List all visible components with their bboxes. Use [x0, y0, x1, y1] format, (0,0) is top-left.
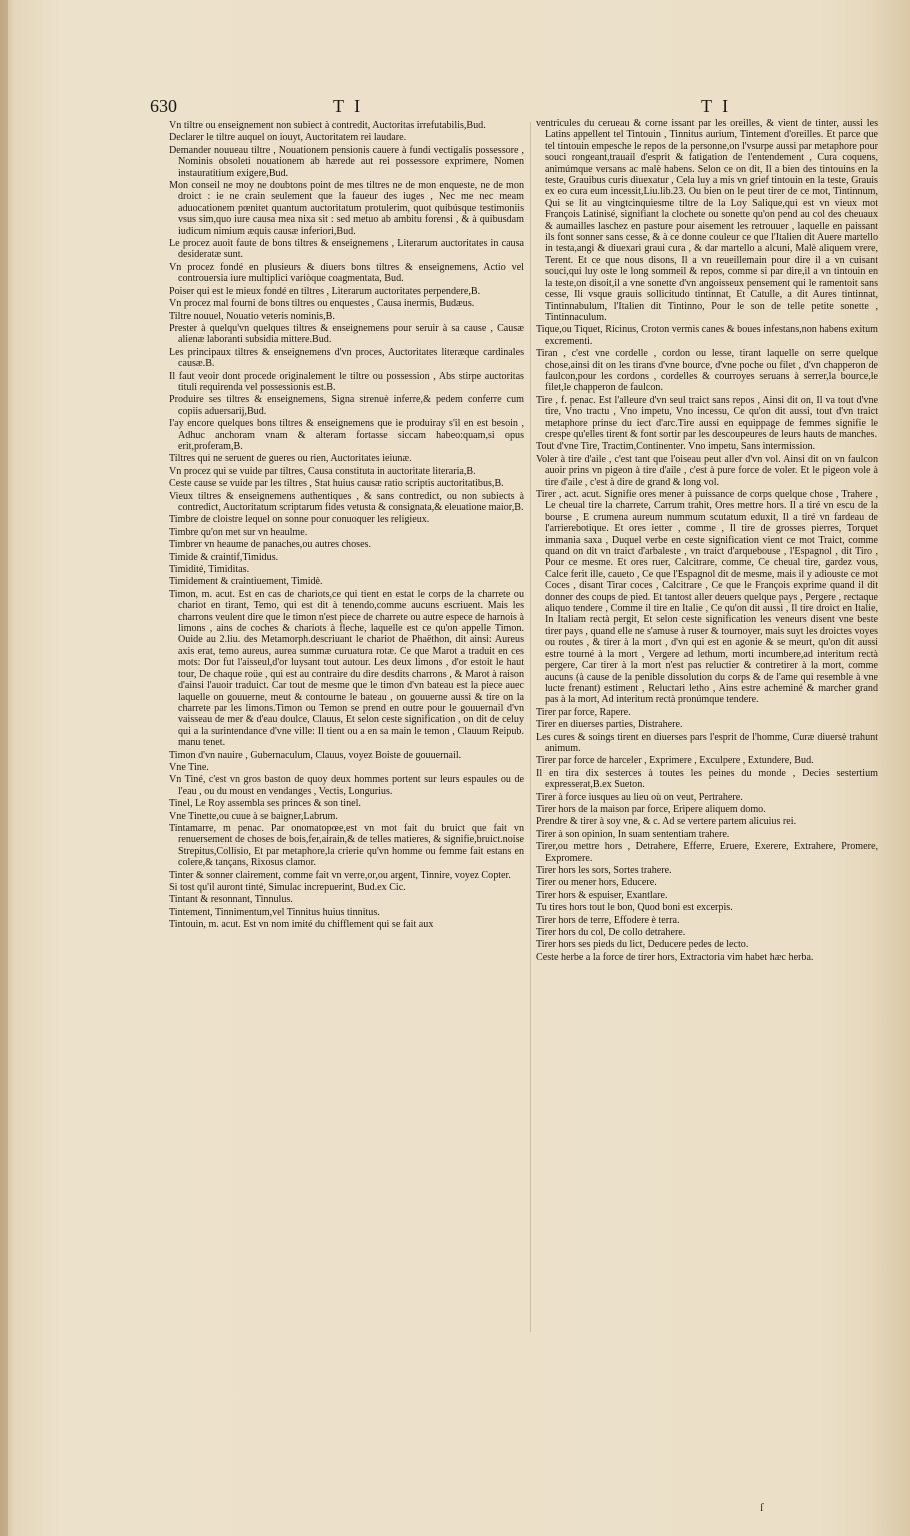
dictionary-entry: Tirer hors du col, De collo detrahere.	[536, 927, 686, 939]
page-number: 630	[150, 96, 177, 116]
dictionary-entry: Il faut veoir dont procede originalement le tiltre ou possession , Abs stirpe auctoritas tituli requirenda vel possessionis est.B.	[169, 370, 524, 393]
dictionary-entry: Tirer , act. acut. Signifie ores mener à puissance de corps quelque chose , Trahere , Le cheual tire la charrete, Carrum trahit, Ores mettre hors. Il a tiré vn escu de la bourse , E crumena aureum nummum scutatum eduxit, Il a tiré vn fardeau de l'arrierebotique. Et ores ietter , comme , Il tire de grosses pierres, Torquet immania saxa , Duquel verbe en ceste signification vient ce mot Traict, comme quand on dit vn traict d'arbaleste , vn traict d'arquebouse , l'Espagnol , dit Tiro , Pour ce mesme. Et ores ruer, Calcitrare, comme, Ce cheual tire, gardez vous, Calce ferit ille, caueto , Ce que l'Espagnol dit de mesme, mais il y adiouste ce mot Coces , disant Tirar coces , Calcitrare , Ce que le François exprime quand il dit donner des coups de pied. Et tantost aller deuers quelque pays , Pergere , rectaque aliquo tendere , Comme il tire en Italie , Ce qu'on dit aussi , Il tire droict en Italie, In Italiam rectà pergit, Et selon ceste signification les veneurs disent vne beste tirer pays , quand elle ne s'amuse à ruser & tournoyer, mais suyt les droictes voyes ou routes , & tirer à la mort , d'vn qui est en agonie & se meurt, qu'on dit aussi estre tourné à la mort , Vergere ad lethum, morti incumbere,ad interitum rectà pergere, Car tirer à la mort n'est pas reluctier & contretirer à la mort, comme aucuns (à cause de la penible dissolution du corps & de l'ame qui resemble à vne lucte frenant) estiment , Reluctari letho , Ains estre acheminé & marcher grand pas à la mort, Ad interitum rectà pronúmque tendere.	[536, 489, 878, 706]
dictionary-entry: Tintant & resonnant, Tinnulus.	[169, 894, 293, 906]
dictionary-entry: Timbre qu'on met sur vn heaulme.	[169, 526, 308, 538]
dictionary-entry: I'ay encore quelques bons tiltres & enseignemens que ie produiray s'il en est besoin , Adhuc anchoram vnam & alteram fortasse siccam habeo:quam,si opus erit,proferam,B.	[169, 418, 524, 452]
dictionary-entry: Tirer hors & espuiser, Exantlare.	[536, 889, 668, 901]
dictionary-entry: Voler à tire d'aile , c'est tant que l'oiseau peut aller d'vn vol. Ainsi dit on vn faulcon auoir prins vn pigeon à tire d'aile , c'est à pure force de voler. Et le pigeon vole à tire d'aile , c'est à dire de grand & long vol.	[536, 453, 878, 488]
dictionary-entry: Tintamarre, m penac. Par onomatopœe,est vn mot fait du bruict que fait vn renuersement de choses de bois,fer,airain,& de telles matieres, & signifie,bruict.noise Strepitus,Collisio, Et par metaphore,la crierie qu'vn homme ou femme fait estans en colere,& tançans, Rixosus clamor.	[169, 822, 524, 869]
dictionary-entry: Timbrer vn heaume de panaches,ou autres choses.	[169, 539, 372, 551]
dictionary-entry: Tiltres qui ne seruent de gueres ou rien, Auctoritates ieiunæ.	[169, 453, 412, 465]
dictionary-entry: Il en tira dix sesterces à toutes les peines du monde , Decies sestertium expresserat,B.ex Sueton.	[536, 767, 878, 791]
dictionary-entry: Vn procez mal fourni de bons tiltres ou enquestes , Causa inermis, Budæus.	[169, 298, 475, 310]
left-column	[169, 120, 524, 1334]
dictionary-entry: Timon d'vn nauire , Gubernaculum, Clauus, voyez Boiste de gouuernail.	[169, 749, 462, 761]
dictionary-entry: Poiser qui est le mieux fondé en tiltres , Literarum auctoritates perpendere,B.	[169, 285, 481, 297]
dictionary-entry: Vn Tiné, c'est vn gros baston de quoy deux hommes portent sur leurs espaules ou de l'eau , ou du moust en vendanges , Vectis, Longurius.	[169, 774, 524, 797]
dictionary-entry: Les cures & soings tirent en diuerses pars l'esprit de l'homme, Curæ diuersè trahunt animum.	[536, 731, 878, 754]
dictionary-entry: Timon, m. acut. Est en cas de chariots,ce qui tient en estat le corps de la charrete ou chariot en tirant, Temo, qui est dit à tenendo,comme aucuns escriuent. Mais les charrons veulent dire que le timon n'est piece de charrete ou autre espece de harnois à limons , ains de coches & chariots à fleche, laquelle est ce qu'on appelle Timon. Ouide au 2.liu. des Metamorph.descriuant le chariot de Phaëthon, dit ainsi: Aureus axis erat, temo aureus, aurea summæ curuatura rotæ. Ce que Marot a traduit en ces mots: Dor fut l'aisseul,d'or luysant tout autour. Les deux limons , d'or estoit le haut tour, De chaque roüe , qui est au contraire du dire desdits charrons , & Marot à raison d'ainsi l'auoir traduict. Car tout de mesme que le timon d'vn bateau est la piece auec laquelle on gouuerne, meut & contourne le bateau , on gouuerne aussi & tire on la charrete par les limons.Timon ou Temon se prend en outre pour le gouuernail d'vn vaisseau de mer & d'eau doulce, Clauus, Et selon ceste signification , on dit de celuy qui a la surintendance d'vne ville: Il tient ou a en sa main le temon , Clauum Reipub. manu tenet.	[169, 588, 524, 749]
dictionary-entry: Mon conseil ne moy ne doubtons point de mes tiltres ne de mon enqueste, ne de mon droict : ie ne crain seulement que la faueur des iuges , Nec me nec meam aduocationem pœnitet quantum auctoritatum protulerim, quot quibúsque testimoniis vsus sim,quo iure causa mea nixa sit : sed metuo ab ambitu forensi , & à quibusdam iudicum nimium æquis causæ inferiori,Bud.	[169, 180, 524, 237]
dictionary-entry: Tiran , c'est vne cordelle , cordon ou lesse, tirant laquelle on serre quelque chose,ainsi dit on les tirans d'vne bource, d'vne poche ou filet , d'vn chapperon de faulcon,pour les cordons , cordelles & courroyes seruans à serrer,la bource,le filet,le chapperon de faulcon.	[536, 348, 878, 394]
dictionary-entry: Tinter & sonner clairement, comme fait vn verre,or,ou argent, Tinnire, voyez Copter.	[169, 869, 511, 881]
dictionary-entry: Timidité, Timiditas.	[169, 564, 250, 576]
running-title-left: T I	[333, 96, 364, 116]
dictionary-entry: Vieux tiltres & enseignemens authentiques , & sans contredict, ou non subiects à contredict, Auctoritatum scriptarum fides vetusta & consignata,& eleuatione maior,B.	[169, 490, 524, 513]
dictionary-entry: Vn procez fondé en plusieurs & diuers bons tiltres & enseignemens, Actio vel controuersia iure multiplici variòque coagmentata, Bud.	[169, 261, 524, 285]
dictionary-entry: Produire ses tiltres & enseignemens, Signa strenuè inferre,& pedem conferre cum copiis aduersarij,Bud.	[169, 394, 524, 417]
dictionary-entry: Tirer hors les sors, Sortes trahere.	[536, 865, 672, 876]
dictionary-entry: Timide & craintif,Timidus.	[169, 551, 279, 563]
dictionary-entry: Tirer hors de terre, Effodere è terra.	[536, 914, 680, 926]
dictionary-entry: Tirer à son opinion, In suam sententiam trahere.	[536, 828, 730, 840]
dictionary-entry: Declarer le tiltre auquel on iouyt, Auctoritatem rei laudare.	[169, 132, 407, 144]
dictionary-entry: Tirer ou mener hors, Educere.	[536, 877, 657, 889]
dictionary-entry: Vn tiltre ou enseignement non subiect à contredit, Auctoritas irrefutabilis,Bud.	[169, 120, 486, 131]
dictionary-entry: Tinel, Le Roy assembla ses princes & son tinel.	[169, 798, 361, 810]
signature-mark: ſ	[760, 1500, 764, 1514]
dictionary-entry: Tu tires hors tout le bon, Quod boni est excerpis.	[536, 902, 733, 914]
dictionary-entry: Tirer par force, Rapere.	[536, 706, 631, 718]
dictionary-entry: Prendre & tirer à soy vne, & c. Ad se vertere partem alicuius rei.	[536, 816, 797, 828]
binding-edge	[0, 0, 8, 1536]
dictionary-entry: Timidement & craintiuement, Timidè.	[169, 576, 323, 588]
dictionary-entry: Tirer par force de harceler , Exprimere , Exculpere , Extundere, Bud.	[536, 755, 814, 767]
dictionary-entry: Si tost qu'il auront tinté, Simulac increpuerint, Bud.ex Cic.	[169, 882, 406, 893]
dictionary-entry: Le procez auoit faute de bons tiltres & enseignemens , Literarum auctoritates in causa desideratæ sunt.	[169, 238, 524, 261]
dictionary-entry: Tirer hors de la maison par force, Eripere aliquem domo.	[536, 803, 766, 815]
dictionary-entry: Timbre de cloistre lequel on sonne pour conuoquer les religieux.	[169, 514, 430, 526]
dictionary-entry: Les principaux tiltres & enseignemens d'vn proces, Auctoritates literæque cardinales causæ.B.	[169, 346, 524, 370]
dictionary-entry: Tiltre nouuel, Nouatio veteris nominis,B.	[169, 310, 335, 322]
dictionary-entry: Prester à quelqu'vn quelques tiltres & enseignemens pour seruir à sa cause , Causæ alienæ laboranti subsidia mittere.Bud.	[169, 322, 524, 346]
dictionary-entry: Tintement, Tinnimentum,vel Tinnitus huius tinnitus.	[169, 906, 380, 918]
dictionary-entry: Vne Tine.	[169, 761, 209, 773]
running-title-right: T I	[701, 96, 732, 116]
right-column	[536, 118, 878, 1318]
dictionary-entry: Tirer à force iusques au lieu où on veut, Pertrahere.	[536, 791, 743, 803]
dictionary-entry: Tirer,ou mettre hors , Detrahere, Efferre, Eruere, Exerere, Extrahere, Promere, Expromere.	[536, 841, 878, 864]
dictionary-entry: Tout d'vne Tire, Tractim,Continenter. Vno impetu, Sans intermission.	[536, 441, 816, 453]
dictionary-entry: Tirer en diuerses parties, Distrahere.	[536, 719, 683, 731]
dictionary-entry: Ceste cause se vuide par les tiltres , Stat huius causæ ratio scriptis auctoritatibus,B.	[169, 478, 504, 490]
dictionary-entry: Tirer hors ses pieds du lict, Deducere pedes de lecto.	[536, 939, 749, 951]
dictionary-entry: Tire , f. penac. Est l'alleure d'vn seul traict sans repos , Ainsi dit on, Il va tout d'vne tire, Vno tractu , Vno impetu, Vno incessu, Ce qu'on dit aussi, tout d'vn traict metaphore prinse du iect d'arc.Tire aussi en equippage de femmes signifie le crespe qu'elles tirent & font sortir par les descoupeures de leurs hauts de manches.	[536, 394, 878, 440]
dictionary-entry: Vne Tinette,ou cuue à se baigner,Labrum.	[169, 810, 338, 822]
dictionary-entry: Ceste herbe a la force de tirer hors, Extractoria vim habet hæc herba.	[536, 951, 814, 963]
running-header	[0, 96, 910, 120]
column-divider	[530, 122, 531, 1332]
dictionary-entry: Demander nouueau tiltre , Nouationem pensionis cauere à fundi vectigalis possessore , Nominis obsoleti nouationem ab hærede aut rei possessore exprimere, Nomen instauratitium exigere,Bud.	[169, 144, 524, 179]
dictionary-entry: Tintouin, m. acut. Est vn nom imité du chifflement qui se fait aux	[169, 919, 434, 931]
dictionary-entry: Tique,ou Tiquet, Ricinus, Croton vermis canes & boues infestans,non habens exitum excrementi.	[536, 324, 878, 347]
dictionary-entry: Vn procez qui se vuide par tiltres, Causa constituta in auctoritate literaria,B.	[169, 465, 476, 477]
dictionary-entry: ventricules du cerueau & corne issant par les oreilles, & vient de tinter, aussi les Latins appellent tel Tintouin , Tinnitus aurium, Tintement d'oreilles. Et parce que tel tintouin empesche le repos de la personne,on l'vsurpe aussi par metaphore pour souci rongeant,trauail d'esprit & fatigation de l'entendement , Cura coquens, animúmque versans ac malè habens. Selon ce on dit, Il a bien des tintouins en la teste, Grauibus curis diuexatur , Cela luy a mis vn grief tintouin en la teste, Grauis ex eo cura eum incessit,Liu.lib.23. Ou bien on le peut tirer de ce mot, Tintinnum, Qui se lit au vingtcinquiesme tiltre de la Loy Salique,qui est vn vieux mot François Latinisé, signifiant la clochete ou sonette qu'on pend au col des cheuaux & aumailles laschez en pasture pour aisement les retrouuer , laquelle en paissant ils font sonner sans cesse, & à ce donne couleur ce que l'Italien dit Auere martello in testa,angi & diuexari graui cura , & dar martello a alcuni, Malè aliquem vrere, Terent. Et ce que nous disons, Il a vn reueillemain pour dire il a vn cuisant souci,qui luy oste le long sommeil & repos, comme si par dire,il a vn tintouin en la teste,on disoit,il a vne sonette d'vn angoisseux pensement qui le ramentoit sans cesse, Ili vsque grauis sollicitudo tintinnat, Et Catulle, a dit Aures tintinnat, Tintinnabulum, l'Italien dit Tintinno, Pour le son de telle petite sonette , Tintinnaculum.	[536, 118, 878, 323]
